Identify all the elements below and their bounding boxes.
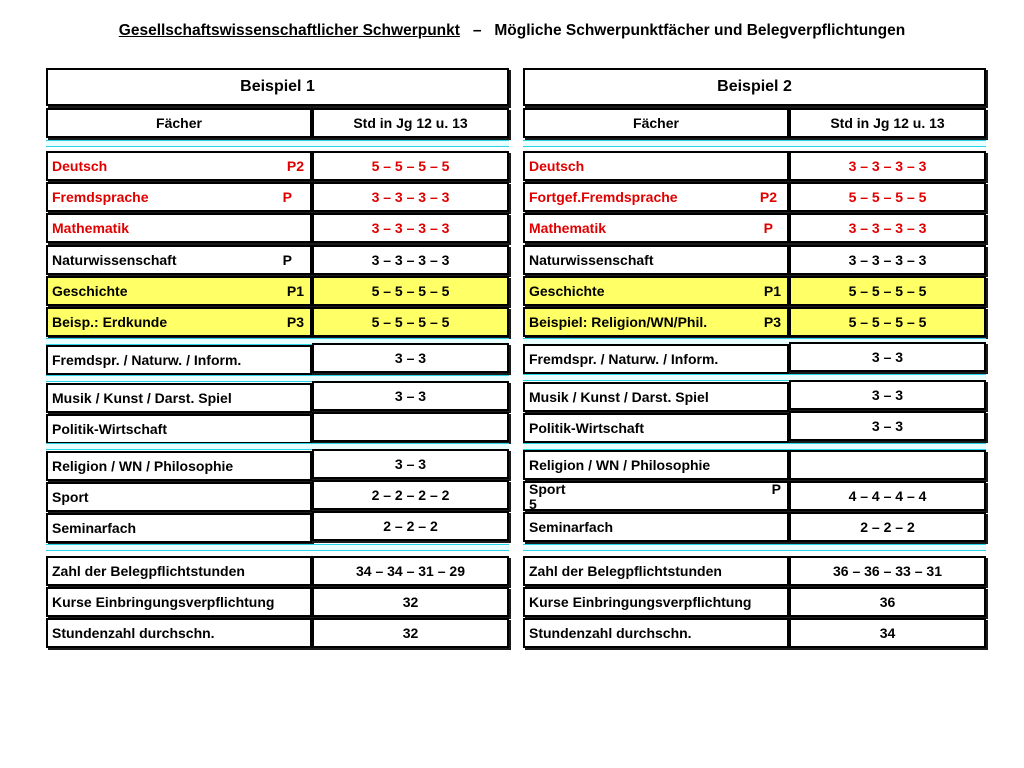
title-separator: – [472,22,482,39]
subject-label: Fortgef.Fremdsprache [529,189,678,205]
subject-label: Naturwissenschaft [529,252,654,268]
row-subject [523,182,789,212]
row-hours [312,511,509,541]
row-subject [523,245,789,275]
subject-label: Geschichte [529,283,605,299]
subject-suffix-overflow: 5 [529,496,537,511]
subject-suffix: P3 [763,314,781,330]
row-hours [312,618,509,648]
row-subject [46,151,312,181]
column-header-hours [789,108,986,138]
subject-suffix: P1 [763,283,781,299]
subject-label: Musik / Kunst / Darst. Spiel [529,389,709,405]
hours-value: 5 – 5 – 5 – 5 [371,158,450,174]
row-subject [523,587,789,617]
hours-value: 32 [402,625,419,641]
hours-value: 3 – 3 – 3 – 3 [848,220,927,236]
row-subject [46,345,312,375]
column-header-text: Fächer [156,115,202,131]
row-hours [312,151,509,181]
hours-value: 3 – 3 – 3 – 3 [848,158,927,174]
row-hours [789,411,986,441]
row-subject [523,151,789,181]
row-hours [789,481,986,511]
row-subject [523,382,789,412]
row-subject [46,307,312,337]
subject-label: Deutsch [52,158,108,174]
row-subject [523,556,789,586]
table-heading [523,68,986,106]
subject-label: Zahl der Belegpflichtstunden [529,563,722,579]
title-part2: Mögliche Schwerpunktfächer und Belegverpflichtungen [494,22,906,39]
hours-value: 3 – 3 [871,349,904,365]
subject-suffix: P2 [286,158,304,174]
hours-value: 5 – 5 – 5 – 5 [848,283,927,299]
heading-text: Beispiel 2 [717,78,792,95]
hours-value: 5 – 5 – 5 – 5 [371,283,450,299]
subject-label: Sport [529,481,566,497]
row-subject [523,450,789,480]
subject-suffix: P3 [286,314,304,330]
subject-label: Fremdsprache [52,189,149,205]
title-part1: Gesellschaftswissenschaftlicher Schwerpunkt [118,22,460,39]
subject-label: Stundenzahl durchschn. [529,625,692,641]
row-subject [46,276,312,306]
hours-value: 3 – 3 [871,418,904,434]
row-subject [523,512,789,542]
table-heading [46,68,509,106]
subject-label: Mathematik [52,220,130,236]
row-subject [46,587,312,617]
hours-value: 2 – 2 – 2 [383,518,438,534]
subject-label: Seminarfach [52,520,137,536]
row-hours [789,618,986,648]
row-hours [789,380,986,410]
row-hours [789,450,986,480]
row-hours [312,213,509,243]
hours-value: 3 – 3 [394,388,427,404]
subject-label: Seminarfach [529,519,614,535]
heading-text: Beispiel 1 [240,78,315,95]
subject-label: Kurse Einbringungsverpflichtung [52,594,275,610]
hours-value: 4 – 4 – 4 – 4 [848,488,927,504]
row-subject [523,481,789,511]
subject-label: Mathematik [529,220,607,236]
row-subject [46,414,312,444]
row-hours [312,556,509,586]
row-hours [789,512,986,542]
row-subject [46,556,312,586]
row-hours [789,342,986,372]
row-hours [789,245,986,275]
subject-label: Geschichte [52,283,128,299]
row-hours [312,381,509,411]
subject-label: Politik-Wirtschaft [529,420,644,436]
row-hours [789,556,986,586]
row-subject [523,413,789,443]
row-subject [523,344,789,374]
column-header-subjects [523,108,789,138]
table-beispiel-2 [523,68,986,648]
row-subject [523,307,789,337]
subject-label: Stundenzahl durchschn. [52,625,215,641]
hours-value: 5 – 5 – 5 – 5 [371,314,450,330]
hours-value: 3 – 3 [394,456,427,472]
section-divider [523,544,986,551]
section-divider [46,544,509,551]
row-hours [312,245,509,275]
subject-label: Fremdspr. / Naturw. / Inform. [52,352,242,368]
page-title [0,22,1024,40]
hours-value: 3 – 3 – 3 – 3 [848,252,927,268]
row-hours [312,412,509,442]
subject-suffix: P1 [286,283,304,299]
row-hours [312,307,509,337]
hours-value: 3 – 3 – 3 – 3 [371,189,450,205]
row-subject [46,451,312,481]
row-hours [312,449,509,479]
subject-suffix: P2 [759,189,777,205]
column-header-hours [312,108,509,138]
row-subject [46,482,312,512]
row-hours [312,343,509,373]
section-divider [46,140,509,147]
subject-label: Fremdspr. / Naturw. / Inform. [529,351,719,367]
subject-suffix: P [282,189,292,205]
row-hours [789,587,986,617]
row-subject [523,618,789,648]
hours-value: 3 – 3 – 3 – 3 [371,252,450,268]
subject-label: Beispiel: Religion/WN/Phil. [529,314,708,330]
column-header-text: Fächer [633,115,679,131]
subject-label: Religion / WN / Philosophie [52,458,234,474]
column-header-subjects [46,108,312,138]
row-subject [523,213,789,243]
row-hours [789,276,986,306]
hours-value: 36 – 36 – 33 – 31 [833,563,942,579]
table-beispiel-1 [46,68,509,648]
sport-label-wrap [529,483,787,509]
row-hours [312,276,509,306]
subject-label: Politik-Wirtschaft [52,421,167,437]
row-hours [312,587,509,617]
column-header-text: Std in Jg 12 u. 13 [353,115,468,131]
subject-label: Beisp.: Erdkunde [52,314,168,330]
subject-suffix: P [763,220,773,236]
hours-value: 3 – 3 – 3 – 3 [371,220,450,236]
row-subject [46,618,312,648]
subject-label: Zahl der Belegpflichtstunden [52,563,245,579]
row-hours [789,151,986,181]
row-hours [312,480,509,510]
row-subject [46,383,312,413]
column-header-text: Std in Jg 12 u. 13 [830,115,945,131]
hours-value: 36 [879,594,896,610]
subject-suffix: P [771,481,781,497]
row-subject [46,245,312,275]
subject-label: Sport [52,489,89,505]
hours-value: 34 [879,625,896,641]
row-subject [46,182,312,212]
subject-label: Religion / WN / Philosophie [529,457,711,473]
subject-label: Deutsch [529,158,585,174]
hours-value: 2 – 2 – 2 [860,519,915,535]
subject-label: Naturwissenschaft [52,252,177,268]
hours-value: 2 – 2 – 2 – 2 [371,487,450,503]
hours-value: 3 – 3 [394,350,427,366]
row-subject [46,513,312,543]
row-hours [312,182,509,212]
hours-value: 3 – 3 [871,387,904,403]
hours-value: 5 – 5 – 5 – 5 [848,189,927,205]
hours-value: 34 – 34 – 31 – 29 [356,563,465,579]
row-hours [789,213,986,243]
section-divider [523,443,986,450]
row-subject [46,213,312,243]
row-hours [789,182,986,212]
row-subject [523,276,789,306]
subject-label: Kurse Einbringungsverpflichtung [529,594,752,610]
subject-label: Musik / Kunst / Darst. Spiel [52,390,232,406]
row-hours [789,307,986,337]
hours-value: 32 [402,594,419,610]
section-divider [523,140,986,147]
subject-suffix: P [282,252,292,268]
hours-value: 5 – 5 – 5 – 5 [848,314,927,330]
